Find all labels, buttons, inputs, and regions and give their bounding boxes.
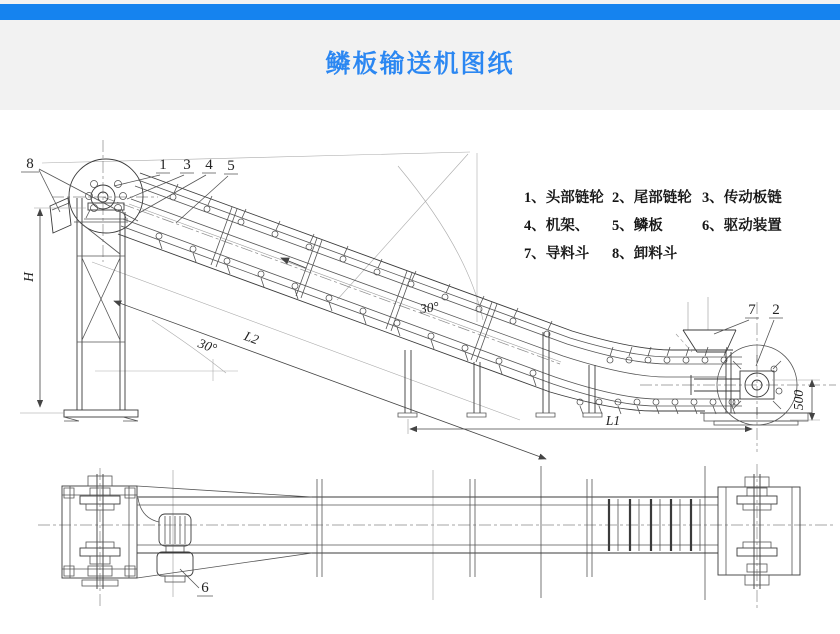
callout-1: 1 <box>159 157 167 173</box>
centerlines <box>52 140 836 452</box>
callouts <box>21 156 783 596</box>
chain-rollers-lower <box>156 233 735 414</box>
legend-item-1: 1、头部链轮 <box>524 190 604 206</box>
plan-centerlines <box>38 464 836 610</box>
callout-7: 7 <box>748 302 756 318</box>
legend-item-4: 4、机架、 <box>524 218 590 234</box>
discharge-chute <box>50 198 71 233</box>
legend-item-5: 5、鳞板 <box>612 218 663 234</box>
dimension-h <box>21 208 86 407</box>
legend-item-8: 8、卸料斗 <box>612 246 678 262</box>
plan-tail-shaft <box>718 474 800 589</box>
frame-legs <box>398 332 602 417</box>
dimension-l2 <box>114 299 546 459</box>
dim-500-label: 500 <box>791 389 806 411</box>
feed-hopper <box>676 330 736 352</box>
dimension-500 <box>772 380 820 420</box>
angle-right-label: 30° <box>418 298 440 317</box>
dim-l2-label: L2 <box>242 328 261 348</box>
legend-item-3: 3、传动板链 <box>702 190 782 206</box>
page-title: 鳞板输送机图纸 <box>325 50 515 78</box>
callout-4: 4 <box>205 157 213 173</box>
conveyor-frame <box>118 173 742 411</box>
callout-5: 5 <box>227 158 235 174</box>
callout-2: 2 <box>772 302 780 318</box>
dimension-l1 <box>408 413 752 434</box>
legend-item-7: 7、导料斗 <box>524 246 590 262</box>
plan-view <box>38 464 836 610</box>
legend-item-2: 2、尾部链轮 <box>612 190 692 206</box>
callout-6: 6 <box>201 580 209 596</box>
legend-item-6: 6、驱动装置 <box>702 218 782 234</box>
dim-l1-label: L1 <box>605 413 621 428</box>
callout-8: 8 <box>26 156 34 172</box>
dim-h-label: H <box>21 272 36 282</box>
support-stand <box>20 198 138 421</box>
plan-head-shaft <box>62 474 137 589</box>
plan-drive-unit <box>138 498 193 582</box>
angle-left-label: 30° <box>196 335 219 357</box>
callout-3: 3 <box>183 157 191 173</box>
